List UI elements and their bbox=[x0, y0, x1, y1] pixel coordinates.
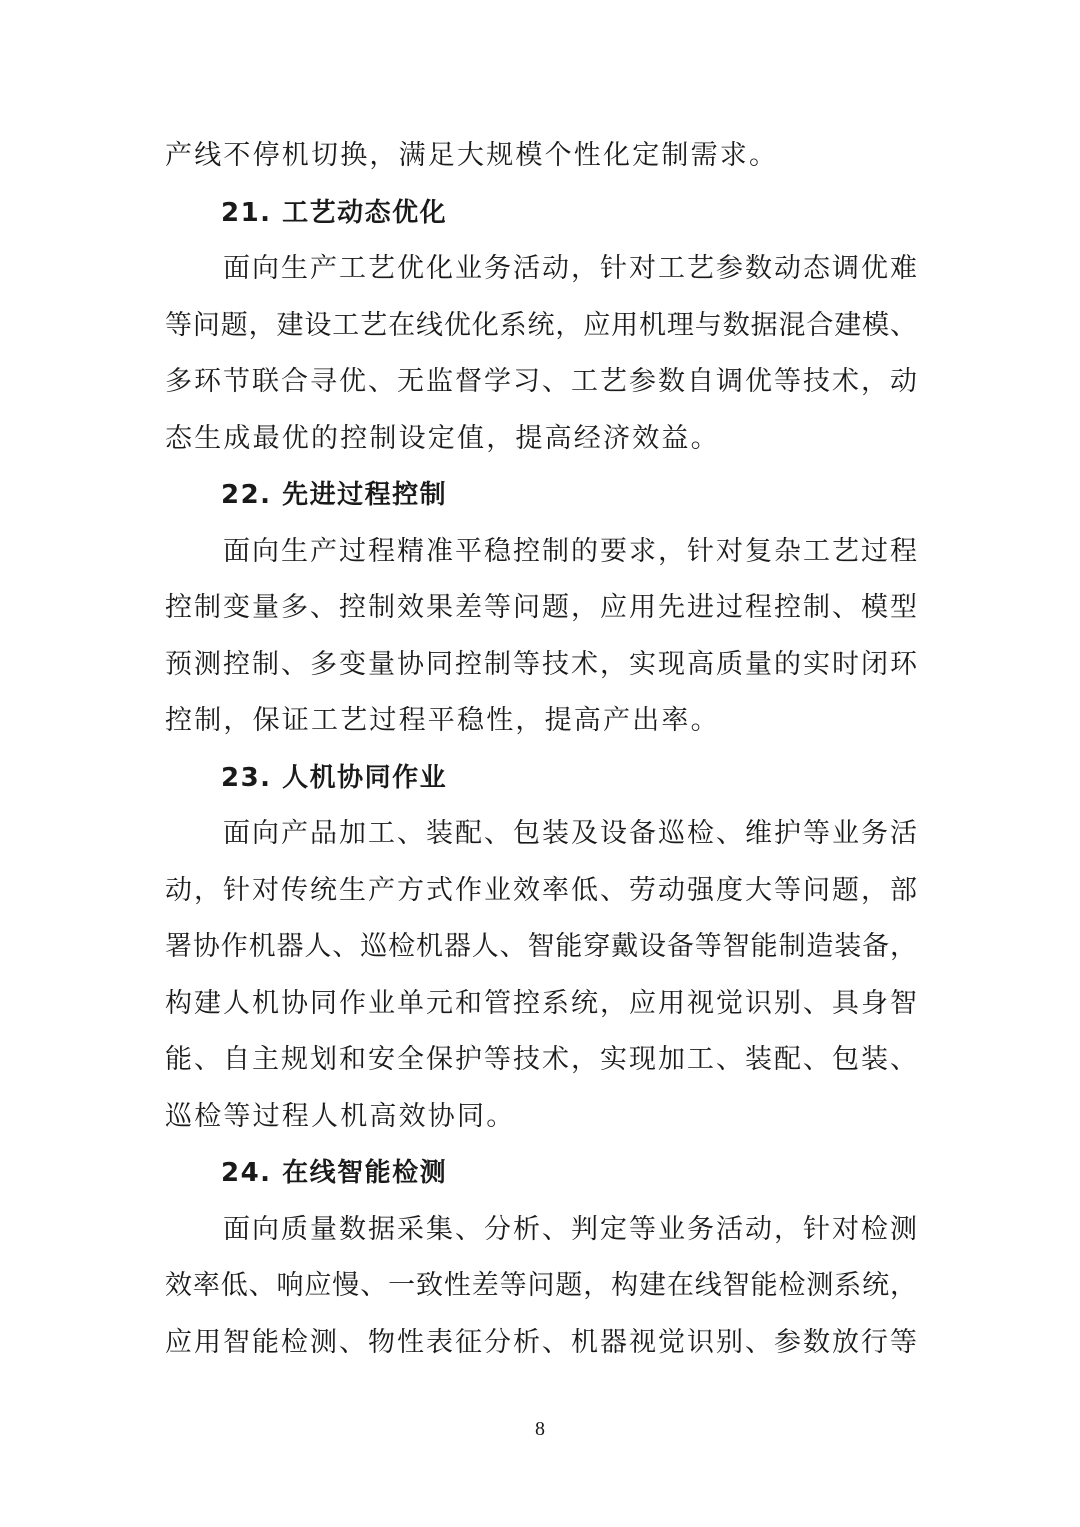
paragraph-line: 等问题，建设工艺在线优化系统，应用机理与数据混合建模、 bbox=[165, 309, 917, 341]
section-heading: 23. 人机协同作业 bbox=[221, 762, 448, 793]
paragraph-line: 效率低、响应慢、一致性差等问题，构建在线智能检测系统， bbox=[165, 1270, 917, 1301]
document-body bbox=[165, 128, 917, 1371]
paragraph-line: 面向生产过程精准平稳控制的要求，针对复杂工艺过程 bbox=[223, 535, 917, 567]
paragraph-line: 构建人机协同作业单元和管控系统，应用视觉识别、具身智 bbox=[165, 987, 917, 1019]
paragraph-line: 控制变量多、控制效果差等问题，应用先进过程控制、模型 bbox=[165, 592, 917, 623]
paragraph-line: 署协作机器人、巡检机器人、智能穿戴设备等智能制造装备， bbox=[165, 931, 917, 962]
paragraph-line: 应用智能检测、物性表征分析、机器视觉识别、参数放行等 bbox=[165, 1326, 917, 1358]
paragraph-line: 巡检等过程人机高效协同。 bbox=[165, 1100, 516, 1132]
section-heading: 22. 先进过程控制 bbox=[221, 480, 448, 510]
paragraph-line: 预测控制、多变量协同控制等技术，实现高质量的实时闭环 bbox=[165, 648, 917, 680]
paragraph-line: 面向质量数据采集、分析、判定等业务活动，针对检测 bbox=[223, 1213, 917, 1245]
paragraph-line: 能、自主规划和安全保护等技术，实现加工、装配、包装、 bbox=[165, 1044, 917, 1075]
page-number: 8 bbox=[535, 1418, 545, 1440]
paragraph-line: 动，针对传统生产方式作业效率低、劳动强度大等问题，部 bbox=[165, 874, 917, 906]
paragraph-line: 面向生产工艺优化业务活动，针对工艺参数动态调优难 bbox=[223, 253, 917, 284]
section-heading: 21. 工艺动态优化 bbox=[221, 197, 448, 228]
paragraph-line: 控制，保证工艺过程平稳性，提高产出率。 bbox=[165, 705, 720, 736]
paragraph-line: 产线不停机切换，满足大规模个性化定制需求。 bbox=[165, 140, 779, 171]
section-heading: 24. 在线智能检测 bbox=[221, 1158, 448, 1188]
paragraph-line: 多环节联合寻优、无监督学习、工艺参数自调优等技术，动 bbox=[165, 366, 917, 397]
paragraph-line: 态生成最优的控制设定值，提高经济效益。 bbox=[165, 422, 720, 454]
paragraph-line: 面向产品加工、装配、包装及设备巡检、维护等业务活 bbox=[223, 818, 917, 849]
